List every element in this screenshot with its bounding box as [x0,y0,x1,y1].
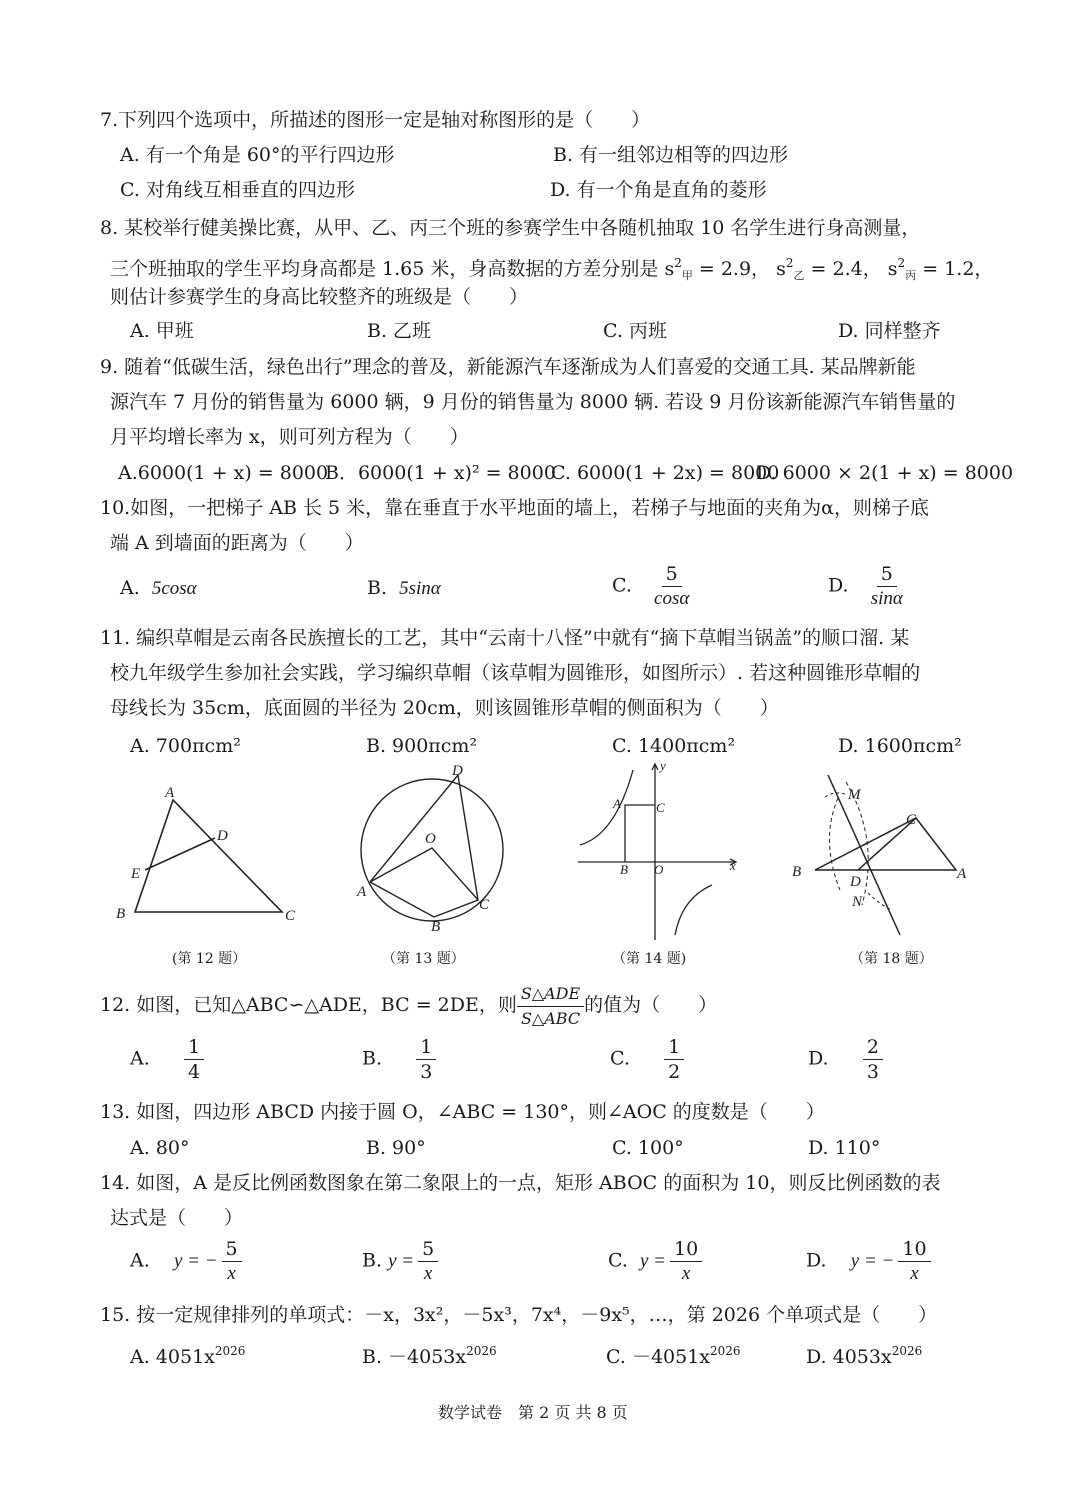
svg-text:x: x [730,858,736,873]
figure-14-graph [578,764,736,940]
q14-option-b: B. y = $\frac{5}{x}$ [362,1237,442,1286]
svg-text:A: A [957,866,967,882]
q10-line1: 10.如图，一把梯子 AB 长 5 米，靠在垂直于水平地面的墙上，若梯子与地面的夹角为α，则梯子底 [100,497,929,519]
q11-line1: 11. 编织草帽是云南各民族擅长的工艺，其中“云南十八怪”中就有“摘下草帽当锅盖”的顺口溜. 某 [100,627,910,649]
q15-option-c: C. $-4051x^{2026}$ [606,1344,741,1368]
q11-option-b: B. 900πcm² [366,735,478,757]
svg-text:E: E [131,866,141,882]
q10-option-d: D. $\frac{5}{\sin\alpha}$ [828,563,903,609]
q13-option-b: B. 90° [366,1137,426,1159]
q12-option-b: B. $\frac{1}{3}$ [362,1035,440,1084]
page-footer: 数学试卷 第 2 页 共 8 页 [438,1403,628,1422]
q8-line2-text: 三个班抽取的学生平均身高都是 1.65 米，身高数据的方差分别是 [110,258,659,280]
q7-option-d: D. 有一个角是直角的菱形 [550,179,767,201]
caption-fig14: （第 14 题) [612,951,687,967]
figure-12-triangle [135,800,282,912]
q14-option-c: C. y = $\frac{10}{x}$ [608,1237,706,1286]
q14-line2: 达式是（ ） [110,1207,244,1229]
caption-fig18: （第 18 题） [850,951,933,967]
q12-option-c: C. $\frac{1}{2}$ [610,1035,688,1084]
svg-text:B: B [116,906,126,922]
q9-line2: 源汽车 7 月份的销售量为 6000 辆，9 月份的销售量为 8000 辆. 若设 9 月份该新能源汽车销售量的 [110,391,956,413]
q7-option-c: C. 对角线互相垂直的四边形 [120,179,355,201]
q15-option-b: B. $-4053x^{2026}$ [362,1344,497,1368]
q9-option-a: A.6000(1 + x) = 8000 [118,462,329,484]
q12-option-d: D. $\frac{2}{3}$ [808,1035,887,1084]
q11-line2: 校九年级学生参加社会实践，学习编织草帽（该草帽为圆锥形，如图所示）. 若这种圆锥形草帽的 [110,662,921,684]
q15-option-d: D. $4053x^{2026}$ [806,1344,923,1368]
figure-18-construction [815,775,956,935]
svg-text:D: D [217,828,228,844]
svg-text:O: O [425,831,436,847]
q13-option-d: D. 110° [808,1137,881,1159]
q9-line3: 月平均增长率为 x，则可列方程为（ ） [110,426,469,448]
q13-option-c: C. 100° [612,1137,684,1159]
q15-option-a: A. $4051x^{2026}$ [130,1344,246,1368]
svg-text:C: C [906,812,917,828]
q8-line1: 8. 某校举行健美操比赛，从甲、乙、丙三个班的参赛学生中各随机抽取 10 名学生进行身高测量， [100,217,921,239]
figure-12-labels [116,785,296,924]
svg-text:A: A [613,796,621,811]
svg-text:B: B [620,862,628,877]
q9-option-c: C. 6000(1 + 2x) = 8000 [551,462,780,484]
q7-option-a: A. 有一个角是 60°的平行四边形 [120,144,395,166]
caption-fig12: (第 12 题） [172,951,247,967]
variance-jia: $s^2_甲 = 2.9$， [664,256,771,282]
q12-stem: 12. 如图，已知△ABC∽△ADE，BC = 2DE，则 $\frac{\text{S△ADE}}{\text{S△ABC}}$ 的值为（ ） [100,983,718,1028]
q11-option-a: A. 700πcm² [130,735,241,757]
svg-text:B: B [431,919,441,935]
svg-text:M: M [848,787,861,803]
q11-option-d: D. 1600πcm² [838,735,962,757]
q8-line3: 则估计参赛学生的身高比较整齐的班级是（ ） [110,286,529,308]
q8-option-b: B. 乙班 [367,320,432,342]
q10-line2: 端 A 到墙面的距离为（ ） [110,532,364,554]
q7-option-b: B. 有一组邻边相等的四边形 [553,144,789,166]
q13-stem: 13. 如图，四边形 ABCD 内接于圆 O，∠ABC = 130°，则∠AOC 的度数是（ ） [100,1101,825,1123]
q11-option-c: C. 1400πcm² [612,735,736,757]
svg-text:D: D [452,763,463,779]
q13-option-a: A. 80° [130,1137,190,1159]
q9-line1: 9. 随着“低碳生活，绿色出行”理念的普及，新能源汽车逐渐成为人们喜爱的交通工具. 某品牌新能 [100,356,916,378]
svg-text:C: C [656,800,665,815]
figure-14-labels [612,758,736,877]
svg-text:O: O [654,862,664,877]
q8-option-d: D. 同样整齐 [838,320,941,342]
caption-fig13: （第 13 题） [382,951,465,967]
q15-stem: 15. 按一定规律排列的单项式：－x，3x²，－5x³，7x⁴，－9x⁵，…，第 2026 个单项式是（ ） [100,1304,938,1326]
q14-line1: 14. 如图，A 是反比例函数图象在第二象限上的一点，矩形 ABOC 的面积为 10，则反比例函数的表 [100,1172,941,1194]
svg-text:D: D [850,874,861,890]
svg-text:C: C [479,897,490,913]
q14-option-a: A. y = − $\frac{5}{x}$ [130,1237,246,1286]
svg-text:A: A [165,785,175,801]
svg-text:A: A [357,884,367,900]
q11-line3: 母线长为 35cm，底面圆的半径为 20cm，则该圆锥形草帽的侧面积为（ ） [110,697,779,719]
q8-option-a: A. 甲班 [130,320,194,342]
svg-text:y: y [660,758,666,773]
q12-option-a: A. $\frac{1}{4}$ [130,1035,208,1084]
q7-stem: 7.下列四个选项中，所描述的图形一定是轴对称图形的是（ ） [100,109,651,131]
svg-text:B: B [792,864,802,880]
q9-option-d: D. 6000 × 2(1 + x) = 8000 [756,462,1014,484]
q10-option-c: C. $\frac{5}{\cos\alpha}$ [612,563,690,609]
q9-option-b: B．6000(1 + x)² = 8000 [325,462,556,484]
q10-option-a: A. 5cosα [120,577,197,599]
svg-text:C: C [285,908,296,924]
q10-option-b: B. 5sinα [367,577,441,599]
variance-yi: $s^2_乙 = 2.4$， [776,256,882,282]
svg-text:N: N [852,894,863,910]
q8-option-c: C. 丙班 [603,320,667,342]
variance-bing: $s^2_丙 = 1.2$， [887,256,994,282]
figure-18-labels [792,787,967,910]
q14-option-d: D. y = − $\frac{10}{x}$ [806,1237,935,1286]
